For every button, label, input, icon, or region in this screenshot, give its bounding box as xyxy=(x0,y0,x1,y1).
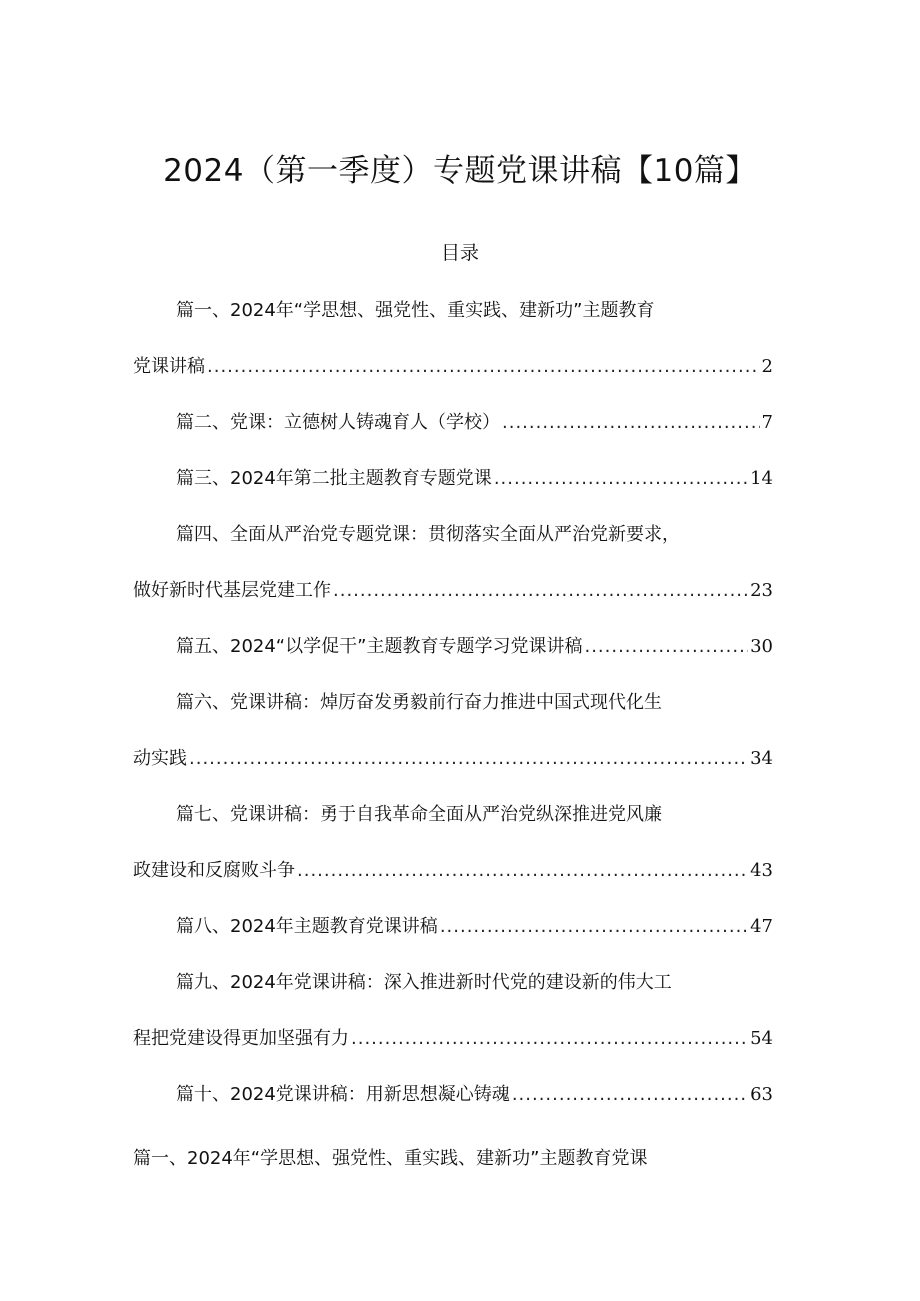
toc-entry-9-line1[interactable]: 篇九、2024年党课讲稿：深入推进新时代党的建设新的伟大工 xyxy=(176,972,672,993)
toc-leader-dots xyxy=(297,860,748,881)
toc-entry-10-page: 63 xyxy=(750,1084,773,1105)
toc-entry-1-line1[interactable]: 篇一、2024年“学思想、强党性、重实践、建新功”主题教育 xyxy=(176,300,655,321)
toc-entry-4-page: 23 xyxy=(750,580,773,601)
toc-entry-5[interactable] xyxy=(176,632,773,658)
toc-entry-7-line1[interactable]: 篇七、党课讲稿：勇于自我革命全面从严治党纵深推进党风廉 xyxy=(176,804,662,825)
toc-entry-10[interactable] xyxy=(176,1080,773,1106)
toc-entry-2-page: 7 xyxy=(761,412,773,433)
toc-entry-6-line2: 动实践 xyxy=(133,748,187,769)
toc-entry-4-line1[interactable]: 篇四、全面从严治党专题党课：贯彻落实全面从严治党新要求， xyxy=(176,524,680,545)
toc-entry-6-page: 34 xyxy=(750,748,773,769)
toc-entry-3[interactable] xyxy=(176,464,773,490)
toc-entry-1-page: 2 xyxy=(761,356,773,377)
toc-entry-4-line2: 做好新时代基层党建工作 xyxy=(133,580,331,601)
toc-leader-dots xyxy=(584,636,748,657)
toc-entry-1[interactable] xyxy=(133,352,773,378)
toc-entry-2-label: 篇二、党课：立德树人铸魂育人（学校） xyxy=(176,412,500,433)
toc-entry-3-page: 14 xyxy=(750,468,773,489)
section-heading: 篇一、2024年“学思想、强党性、重实践、建新功”主题教育党课 xyxy=(133,1148,648,1169)
toc-entry-8-label: 篇八、2024年主题教育党课讲稿 xyxy=(176,916,438,937)
toc-entry-7-line2: 政建设和反腐败斗争 xyxy=(133,860,295,881)
toc-leader-dots xyxy=(207,356,760,377)
toc-entry-8-page: 47 xyxy=(750,916,773,937)
toc-entry-10-label: 篇十、2024党课讲稿：用新思想凝心铸魂 xyxy=(176,1084,510,1105)
toc-entry-5-page: 30 xyxy=(750,636,773,657)
toc-entry-3-label: 篇三、2024年第二批主题教育专题党课 xyxy=(176,468,492,489)
toc-entry-9-page: 54 xyxy=(750,1028,773,1049)
toc-leader-dots xyxy=(440,916,748,937)
toc-entry-2[interactable] xyxy=(176,408,773,434)
document-title: 2024（第一季度）专题党课讲稿【10篇】 xyxy=(163,153,757,189)
toc-leader-dots xyxy=(189,748,748,769)
toc-entry-9-line2: 程把党建设得更加坚强有力 xyxy=(133,1028,349,1049)
toc-entry-7[interactable] xyxy=(133,856,773,882)
toc-entry-7-page: 43 xyxy=(750,860,773,881)
toc-entry-6[interactable] xyxy=(133,744,773,770)
toc-entry-1-line2: 党课讲稿 xyxy=(133,356,205,377)
toc-entry-4[interactable] xyxy=(133,576,773,602)
toc-leader-dots xyxy=(333,580,748,601)
toc-leader-dots xyxy=(512,1084,748,1105)
toc-entry-5-label: 篇五、2024“以学促干”主题教育专题学习党课讲稿 xyxy=(176,636,583,657)
toc-leader-dots xyxy=(494,468,748,489)
toc-heading: 目录 xyxy=(440,242,479,264)
toc-entry-6-line1[interactable]: 篇六、党课讲稿：焯厉奋发勇毅前行奋力推进中国式现代化生 xyxy=(176,692,662,713)
toc-leader-dots xyxy=(502,412,760,433)
toc-entry-9[interactable] xyxy=(133,1024,773,1050)
toc-entry-8[interactable] xyxy=(176,912,773,938)
toc-leader-dots xyxy=(351,1028,748,1049)
